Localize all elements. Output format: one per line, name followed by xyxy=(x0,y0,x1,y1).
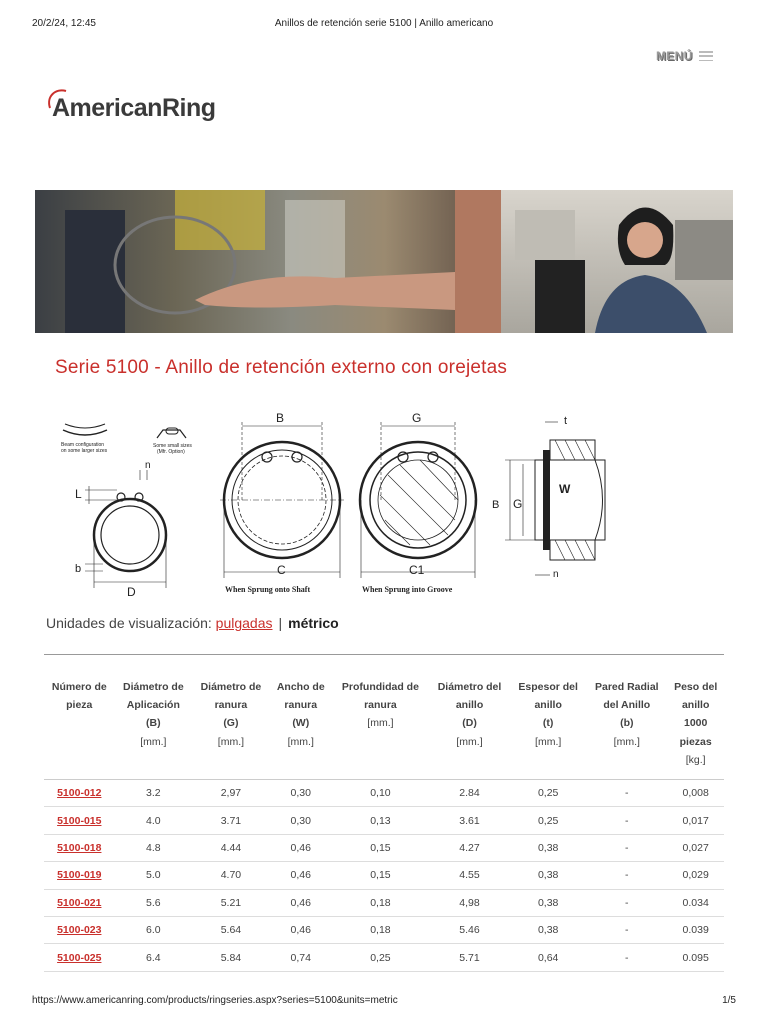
table-cell: 0,25 xyxy=(510,780,586,807)
print-url: https://www.americanring.com/products/ringseries.aspx?series=5100&units=metric xyxy=(32,995,398,1006)
table-cell: 0,18 xyxy=(332,916,429,943)
page-title: Serie 5100 - Anillo de retención externo con orejetas xyxy=(55,357,508,378)
units-label: Unidades de visualización: xyxy=(46,615,212,631)
table-cell: 6.4 xyxy=(115,944,193,971)
column-header-text: Ancho de xyxy=(276,681,325,693)
column-header-text: piezas xyxy=(679,735,712,748)
table-cell: 0,13 xyxy=(332,807,429,834)
column-header-text: Diámetro de xyxy=(200,681,262,693)
table-cell: 0,30 xyxy=(270,807,332,834)
diagram-label-c1: C1 xyxy=(409,563,425,577)
table-cell: - xyxy=(586,834,667,861)
column-header-text: anillo xyxy=(681,699,710,712)
column-header-text: Número de xyxy=(51,681,107,693)
hero-banner xyxy=(35,190,733,333)
table-cell: 0,15 xyxy=(332,862,429,889)
print-page-number: 1/5 xyxy=(722,995,736,1006)
diagram-label-b: b xyxy=(75,563,82,575)
units-metric-active: métrico xyxy=(288,615,339,631)
table-cell: 5.71 xyxy=(429,944,510,971)
diagram-label-g-side: G xyxy=(513,497,523,511)
part-number-link[interactable]: 5100-019 xyxy=(57,869,102,882)
diagram-beam-note-1: Beam configuration xyxy=(61,442,105,448)
column-header-text: Espesor del xyxy=(518,681,578,693)
column-unit: [mm.] xyxy=(140,735,167,748)
divider xyxy=(44,654,724,655)
table-row xyxy=(44,889,724,916)
column-unit: [mm.] xyxy=(287,735,314,748)
table-cell: 0.034 xyxy=(667,889,724,916)
table-cell: 3.2 xyxy=(115,780,193,807)
diagram-label-t: t xyxy=(564,415,568,427)
table-cell: 0.095 xyxy=(667,944,724,971)
table-cell: 0,46 xyxy=(270,862,332,889)
table-cell: 5.46 xyxy=(429,916,510,943)
table-cell: 0,15 xyxy=(332,834,429,861)
column-header-text: del Anillo xyxy=(603,699,651,712)
part-number-link[interactable]: 5100-012 xyxy=(57,787,102,800)
table-row xyxy=(44,944,724,971)
table-cell: 0,64 xyxy=(510,944,586,971)
diagram-label-l: L xyxy=(75,487,82,501)
units-separator: | xyxy=(278,615,283,631)
diagram-label-b-upper: B xyxy=(276,411,285,425)
table-cell: 0,25 xyxy=(510,807,586,834)
table-row xyxy=(44,862,724,889)
diagram-label-w: W xyxy=(559,482,571,496)
table-cell: 5.6 xyxy=(115,889,193,916)
diagram-small-note-2: (Mfr. Option) xyxy=(157,449,185,455)
column-header xyxy=(667,678,724,780)
column-symbol: (t) xyxy=(542,717,554,730)
column-header-text: Peso del xyxy=(674,681,718,693)
hero-image xyxy=(35,190,733,333)
site-logo[interactable] xyxy=(46,86,246,126)
table-row xyxy=(44,834,724,861)
part-number-link[interactable]: 5100-018 xyxy=(57,841,102,854)
column-header-text: ranura xyxy=(364,699,397,712)
column-header-text: ranura xyxy=(284,699,318,712)
table-cell: 0,38 xyxy=(510,889,586,916)
column-header-text: ranura xyxy=(214,699,248,712)
column-header xyxy=(44,678,115,780)
table-cell: 0,027 xyxy=(667,834,724,861)
table-cell: 0,008 xyxy=(667,780,724,807)
table-cell: - xyxy=(586,780,667,807)
table-cell: 2.84 xyxy=(429,780,510,807)
table-cell: - xyxy=(586,916,667,943)
logo-text: AmericanRing xyxy=(52,94,216,122)
part-number-cell xyxy=(44,780,115,807)
column-header-text: Profundidad de xyxy=(341,681,419,693)
table-cell: - xyxy=(586,862,667,889)
table-cell: 0,18 xyxy=(332,889,429,916)
table-cell: 0,46 xyxy=(270,834,332,861)
diagram-label-b-side: B xyxy=(492,499,500,511)
menu-label: MENÚ xyxy=(656,49,693,63)
menu-button[interactable] xyxy=(656,47,713,65)
column-header xyxy=(586,678,667,780)
table-cell: 3.61 xyxy=(429,807,510,834)
column-unit: [mm.] xyxy=(367,717,394,730)
print-page-title: Anillos de retención serie 5100 | Anillo americano xyxy=(274,18,494,29)
table-cell: 0,46 xyxy=(270,889,332,916)
table-cell: 4.0 xyxy=(115,807,193,834)
table-cell: 2,97 xyxy=(192,780,270,807)
table-cell: 0,46 xyxy=(270,916,332,943)
part-number-cell xyxy=(44,807,115,834)
column-header xyxy=(270,678,332,780)
part-number-cell xyxy=(44,862,115,889)
diagram-label-g: G xyxy=(412,411,422,425)
table-cell: 4.27 xyxy=(429,834,510,861)
table-cell: 5.0 xyxy=(115,862,193,889)
table-cell: - xyxy=(586,944,667,971)
table-cell: 0,74 xyxy=(270,944,332,971)
column-header-text: anillo xyxy=(455,699,484,712)
print-datetime: 20/2/24, 12:45 xyxy=(32,18,96,29)
ring-diagram xyxy=(55,400,615,600)
table-cell: 0,38 xyxy=(510,834,586,861)
diagram-caption-groove: When Sprung into Groove xyxy=(362,585,453,594)
column-header xyxy=(192,678,270,780)
column-unit: [mm.] xyxy=(613,735,640,748)
table-row xyxy=(44,916,724,943)
column-header-text: Diámetro del xyxy=(437,681,502,693)
table-cell: 4,98 xyxy=(429,889,510,916)
table-cell: 0,38 xyxy=(510,916,586,943)
column-header-text: anillo xyxy=(534,699,562,712)
table-cell: 4.8 xyxy=(115,834,193,861)
table-cell: 4.70 xyxy=(192,862,270,889)
table-cell: 5.64 xyxy=(192,916,270,943)
units-inches-link[interactable]: pulgadas xyxy=(215,615,273,631)
part-number-cell xyxy=(44,889,115,916)
column-header xyxy=(510,678,586,780)
column-header xyxy=(429,678,510,780)
print-footer xyxy=(0,995,768,1009)
diagram-caption-shaft: When Sprung onto Shaft xyxy=(225,585,311,594)
column-header-text: Diámetro de xyxy=(123,681,184,693)
diagram-label-n-top: n xyxy=(145,460,151,471)
table-cell: 0,10 xyxy=(332,780,429,807)
table-cell: 3.71 xyxy=(192,807,270,834)
table-cell: 4.44 xyxy=(192,834,270,861)
column-header xyxy=(332,678,429,780)
part-number-link[interactable]: 5100-023 xyxy=(57,924,102,937)
diagram-label-n-side: n xyxy=(553,569,559,580)
table-cell: 4.55 xyxy=(429,862,510,889)
column-header xyxy=(115,678,193,780)
part-number-link[interactable]: 5100-015 xyxy=(57,814,102,827)
column-symbol: (W) xyxy=(292,717,310,730)
units-selector xyxy=(46,615,339,631)
table-cell: 0,017 xyxy=(667,807,724,834)
table-cell: 0,30 xyxy=(270,780,332,807)
specs-table xyxy=(44,678,724,972)
part-number-link[interactable]: 5100-025 xyxy=(57,951,102,964)
hamburger-icon xyxy=(699,51,713,61)
table-cell: 5.21 xyxy=(192,889,270,916)
table-cell: - xyxy=(586,889,667,916)
column-symbol: (b) xyxy=(620,717,634,730)
table-row xyxy=(44,780,724,807)
column-unit: [mm.] xyxy=(217,735,245,748)
part-number-cell xyxy=(44,834,115,861)
table-cell: 5.84 xyxy=(192,944,270,971)
print-header xyxy=(0,18,768,32)
part-number-link[interactable]: 5100-021 xyxy=(57,896,102,909)
diagram-small-note-1: Some small sizes xyxy=(153,443,192,449)
table-row xyxy=(44,807,724,834)
table-cell: - xyxy=(586,807,667,834)
column-header-text: 1000 xyxy=(683,717,708,730)
table-cell: 0,38 xyxy=(510,862,586,889)
column-unit: [kg.] xyxy=(685,753,706,766)
column-unit: [mm.] xyxy=(535,735,562,748)
table-cell: 6.0 xyxy=(115,916,193,943)
column-header-text: Pared Radial xyxy=(594,681,659,693)
column-symbol: (G) xyxy=(223,717,239,730)
column-symbol: (B) xyxy=(146,717,161,730)
diagram-label-c: C xyxy=(277,563,286,577)
diagram-label-d: D xyxy=(127,585,136,599)
part-number-cell xyxy=(44,916,115,943)
column-unit: [mm.] xyxy=(456,735,483,748)
column-header-text: Aplicación xyxy=(126,699,180,712)
part-number-cell xyxy=(44,944,115,971)
table-cell: 0.039 xyxy=(667,916,724,943)
diagram-beam-note-2: on some larger sizes xyxy=(61,448,108,454)
column-header-text: pieza xyxy=(66,699,93,712)
table-cell: 0,25 xyxy=(332,944,429,971)
table-header-row xyxy=(44,678,724,780)
table-cell: 0,029 xyxy=(667,862,724,889)
column-symbol: (D) xyxy=(462,717,477,730)
